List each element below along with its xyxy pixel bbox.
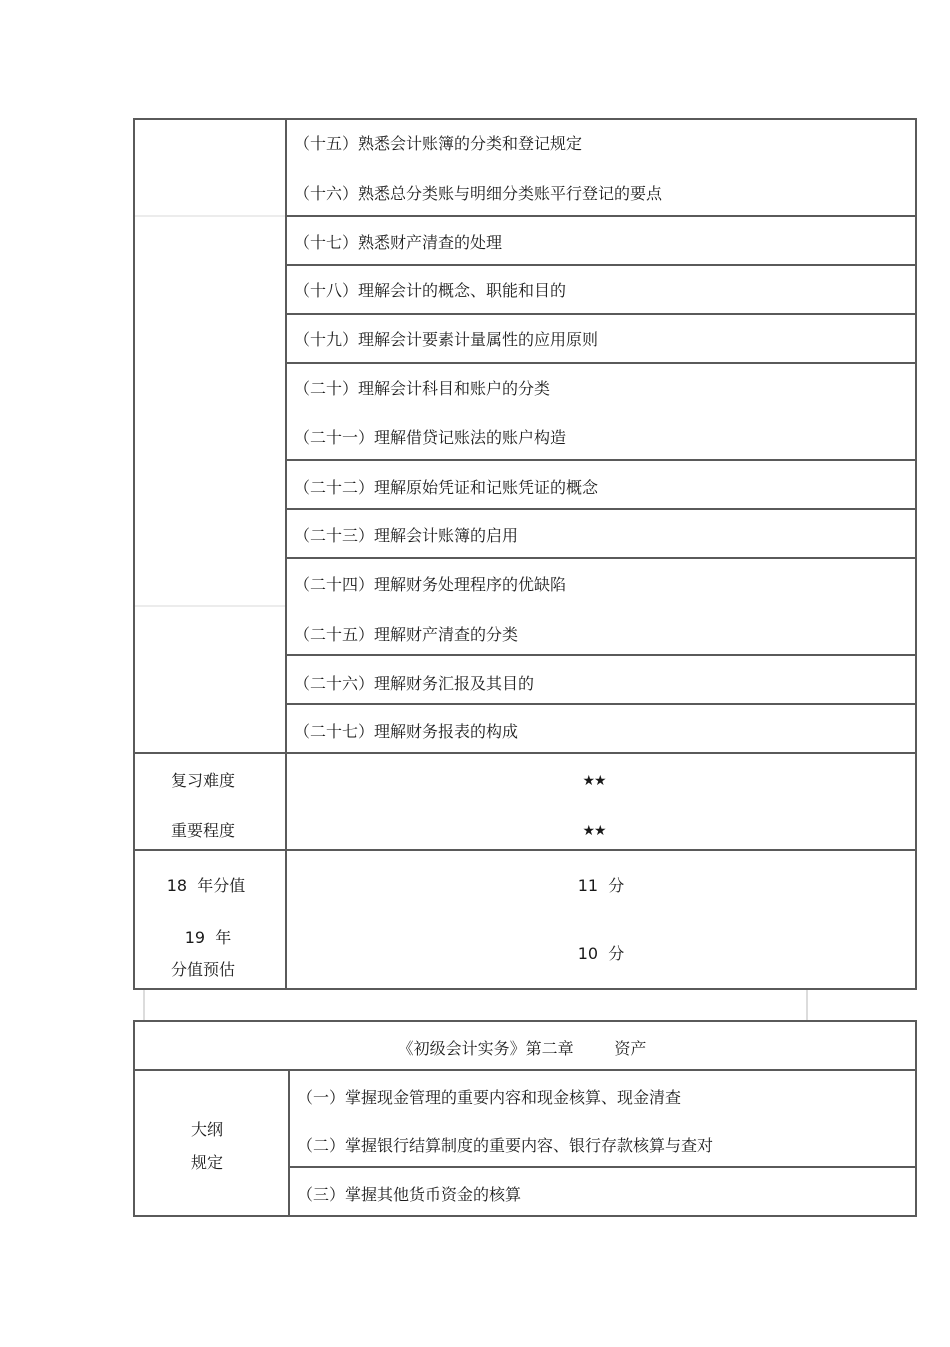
- syllabus-item: （十六）熟悉总分类账与明细分类账平行登记的要点: [294, 184, 663, 203]
- importance-stars: ★★: [582, 823, 606, 839]
- row-divider: [135, 605, 285, 607]
- difficulty-label: 复习难度: [170, 771, 236, 790]
- table-border: [133, 118, 135, 990]
- row-divider: [133, 752, 917, 754]
- chapter-title: 《初级会计实务》第二章 资产: [397, 1039, 647, 1058]
- connector-line: [143, 990, 145, 1021]
- table-border: [915, 1020, 917, 1217]
- row-divider: [286, 362, 917, 364]
- syllabus-item: （二十一）理解借贷记账法的账户构造: [294, 428, 567, 447]
- score-2019-label: 19 年: [184, 928, 232, 947]
- syllabus-item: （十七）熟悉财产清查的处理: [294, 233, 503, 252]
- row-divider: [286, 313, 917, 315]
- syllabus-item: （二）掌握银行结算制度的重要内容、银行存款核算与查对: [297, 1136, 714, 1155]
- syllabus-item: （二十五）理解财产清查的分类: [294, 625, 519, 644]
- row-divider: [286, 557, 917, 559]
- syllabus-item: （二十七）理解财务报表的构成: [294, 722, 519, 741]
- importance-label: 重要程度: [170, 821, 236, 840]
- row-divider: [289, 1166, 917, 1168]
- column-divider: [285, 118, 287, 990]
- score-2019-label: 分值预估: [170, 960, 236, 979]
- row-divider: [286, 215, 917, 217]
- row-divider: [133, 1069, 917, 1071]
- row-divider: [133, 849, 917, 851]
- outline-label: 规定: [190, 1153, 224, 1172]
- table-border: [133, 988, 917, 990]
- row-divider: [286, 508, 917, 510]
- connector-line: [806, 990, 808, 1021]
- row-divider: [286, 459, 917, 461]
- row-divider: [286, 703, 917, 705]
- row-divider: [286, 654, 917, 656]
- row-divider: [135, 215, 285, 217]
- table-border: [133, 1020, 135, 1217]
- score-2018-label: 18 年分值: [166, 876, 246, 895]
- column-divider: [288, 1069, 290, 1217]
- difficulty-stars: ★★: [582, 773, 606, 789]
- syllabus-item: （二十二）理解原始凭证和记账凭证的概念: [294, 478, 599, 497]
- score-2018-value: 11 分: [577, 876, 625, 895]
- syllabus-item: （二十四）理解财务处理程序的优缺陷: [294, 575, 567, 594]
- outline-label: 大纲: [190, 1120, 224, 1139]
- row-divider: [286, 264, 917, 266]
- table-border: [133, 118, 917, 120]
- table-border: [915, 118, 917, 990]
- score-2019-value: 10 分: [577, 944, 625, 963]
- syllabus-item: （一）掌握现金管理的重要内容和现金核算、现金清查: [297, 1088, 682, 1107]
- syllabus-item: （二十）理解会计科目和账户的分类: [294, 379, 551, 398]
- syllabus-item: （十九）理解会计要素计量属性的应用原则: [294, 330, 599, 349]
- syllabus-item: （十八）理解会计的概念、职能和目的: [294, 281, 567, 300]
- syllabus-item: （二十六）理解财务汇报及其目的: [294, 674, 535, 693]
- table-border: [133, 1020, 917, 1022]
- table-border: [133, 1215, 917, 1217]
- syllabus-item: （二十三）理解会计账簿的启用: [294, 526, 519, 545]
- syllabus-item: （十五）熟悉会计账簿的分类和登记规定: [294, 134, 583, 153]
- syllabus-item: （三）掌握其他货币资金的核算: [297, 1185, 522, 1204]
